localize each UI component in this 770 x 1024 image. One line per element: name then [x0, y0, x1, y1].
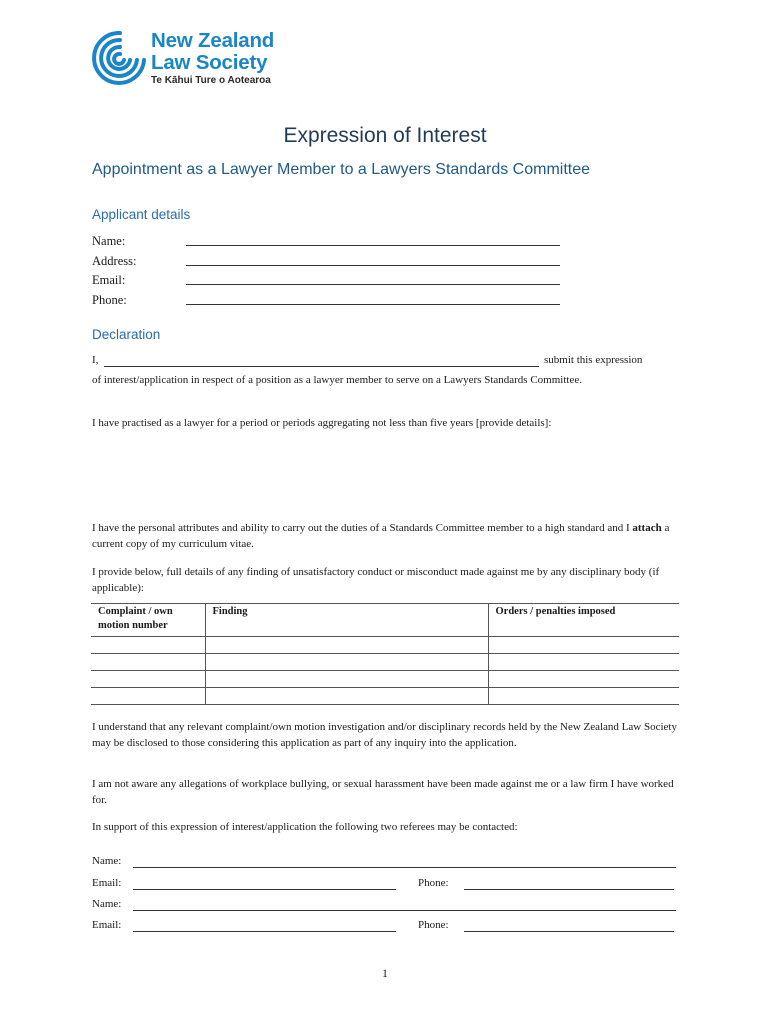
table-cell[interactable]: [91, 688, 205, 705]
referee-2-name-field[interactable]: [133, 910, 676, 911]
table-cell[interactable]: [91, 637, 205, 654]
table-cell[interactable]: [488, 637, 679, 654]
name-label: Name:: [92, 234, 126, 248]
referee-1-email-field[interactable]: [133, 889, 396, 890]
logo-line-2: Law Society: [151, 51, 268, 74]
referee-1-email-label: Email:: [92, 877, 122, 889]
table-cell[interactable]: [91, 671, 205, 688]
p3-text-b: a current copy of my curriculum vitae.: [92, 522, 670, 550]
email-label: Email:: [92, 273, 126, 287]
page-title: Expression of Interest: [283, 124, 487, 147]
logo-line-1: New Zealand: [151, 29, 275, 52]
address-field[interactable]: [186, 265, 560, 266]
referee-1-phone-field[interactable]: [464, 889, 674, 890]
declaration-heading: Declaration: [92, 327, 161, 342]
table-cell[interactable]: [488, 688, 679, 705]
table-cell[interactable]: [488, 654, 679, 671]
table-cell[interactable]: [205, 637, 488, 654]
table-row: [91, 637, 679, 654]
nzls-koru-icon: [91, 27, 149, 89]
referee-1-name-field[interactable]: [133, 867, 676, 868]
referee-2-phone-label: Phone:: [418, 919, 449, 931]
p3-attach: attach: [632, 522, 662, 534]
logo-line-3: Te Kāhui Ture o Aotearoa: [151, 75, 271, 86]
page-number: 1: [382, 966, 388, 980]
referee-2-phone-field[interactable]: [464, 931, 674, 932]
header-orders: Orders / penalties imposed: [488, 604, 679, 637]
header-finding: Finding: [205, 604, 488, 637]
header-complaint-number: Complaint / own motion number: [98, 606, 173, 631]
table-header-row: [91, 604, 679, 637]
p3-text-a: I have the personal attributes and ability to carry out the duties of a Standards Committee member to a high standard and I: [92, 522, 630, 534]
declaration-paragraph-1: of interest/application in respect of a position as a lawyer member to serve on a Lawyers Standards Committee.: [92, 374, 582, 386]
declaration-suffix: submit this expression: [544, 354, 643, 366]
declaration-paragraph-3: [92, 520, 680, 552]
referee-1-name-label: Name:: [92, 855, 122, 867]
table-row: [91, 688, 679, 705]
referee-1-phone-label: Phone:: [418, 877, 449, 889]
table-row: [91, 671, 679, 688]
referee-2-email-field[interactable]: [133, 931, 396, 932]
declarant-name-field[interactable]: [104, 366, 539, 367]
referee-2-name-label: Name:: [92, 898, 122, 910]
table-cell[interactable]: [205, 671, 488, 688]
nzls-logo: [91, 27, 301, 89]
email-field[interactable]: [186, 284, 560, 285]
referees-intro-paragraph: In support of this expression of interest/application the following two referees may be contacted:: [92, 821, 518, 833]
table-cell[interactable]: [205, 654, 488, 671]
declaration-paragraph-4: I provide below, full details of any finding of unsatisfactory conduct or misconduct made against me by any disciplinary body (if applicable):: [92, 566, 660, 594]
workplace-allegations-paragraph: I am not aware any allegations of workplace bullying, or sexual harassment have been made against me or a law firm I have worked for.: [92, 778, 674, 806]
table-cell[interactable]: [488, 671, 679, 688]
phone-field[interactable]: [186, 304, 560, 305]
table-cell[interactable]: [205, 688, 488, 705]
page-subtitle: Appointment as a Lawyer Member to a Lawyers Standards Committee: [92, 161, 591, 178]
name-field[interactable]: [186, 245, 560, 246]
phone-label: Phone:: [92, 293, 127, 307]
understanding-paragraph: I understand that any relevant complaint/own motion investigation and/or disciplinary records held by the New Zealand Law Society may be disclosed to those considering this application as part of any inquiry into the application.: [92, 721, 677, 749]
applicant-details-heading: Applicant details: [92, 207, 191, 222]
table-cell[interactable]: [91, 654, 205, 671]
disciplinary-table: [91, 603, 679, 705]
referee-2-email-label: Email:: [92, 919, 122, 931]
address-label: Address:: [92, 254, 137, 268]
table-row: [91, 654, 679, 671]
declaration-i-label: I,: [92, 354, 99, 366]
declaration-paragraph-2: I have practised as a lawyer for a period or periods aggregating not less than five years [provide details]:: [92, 417, 552, 429]
